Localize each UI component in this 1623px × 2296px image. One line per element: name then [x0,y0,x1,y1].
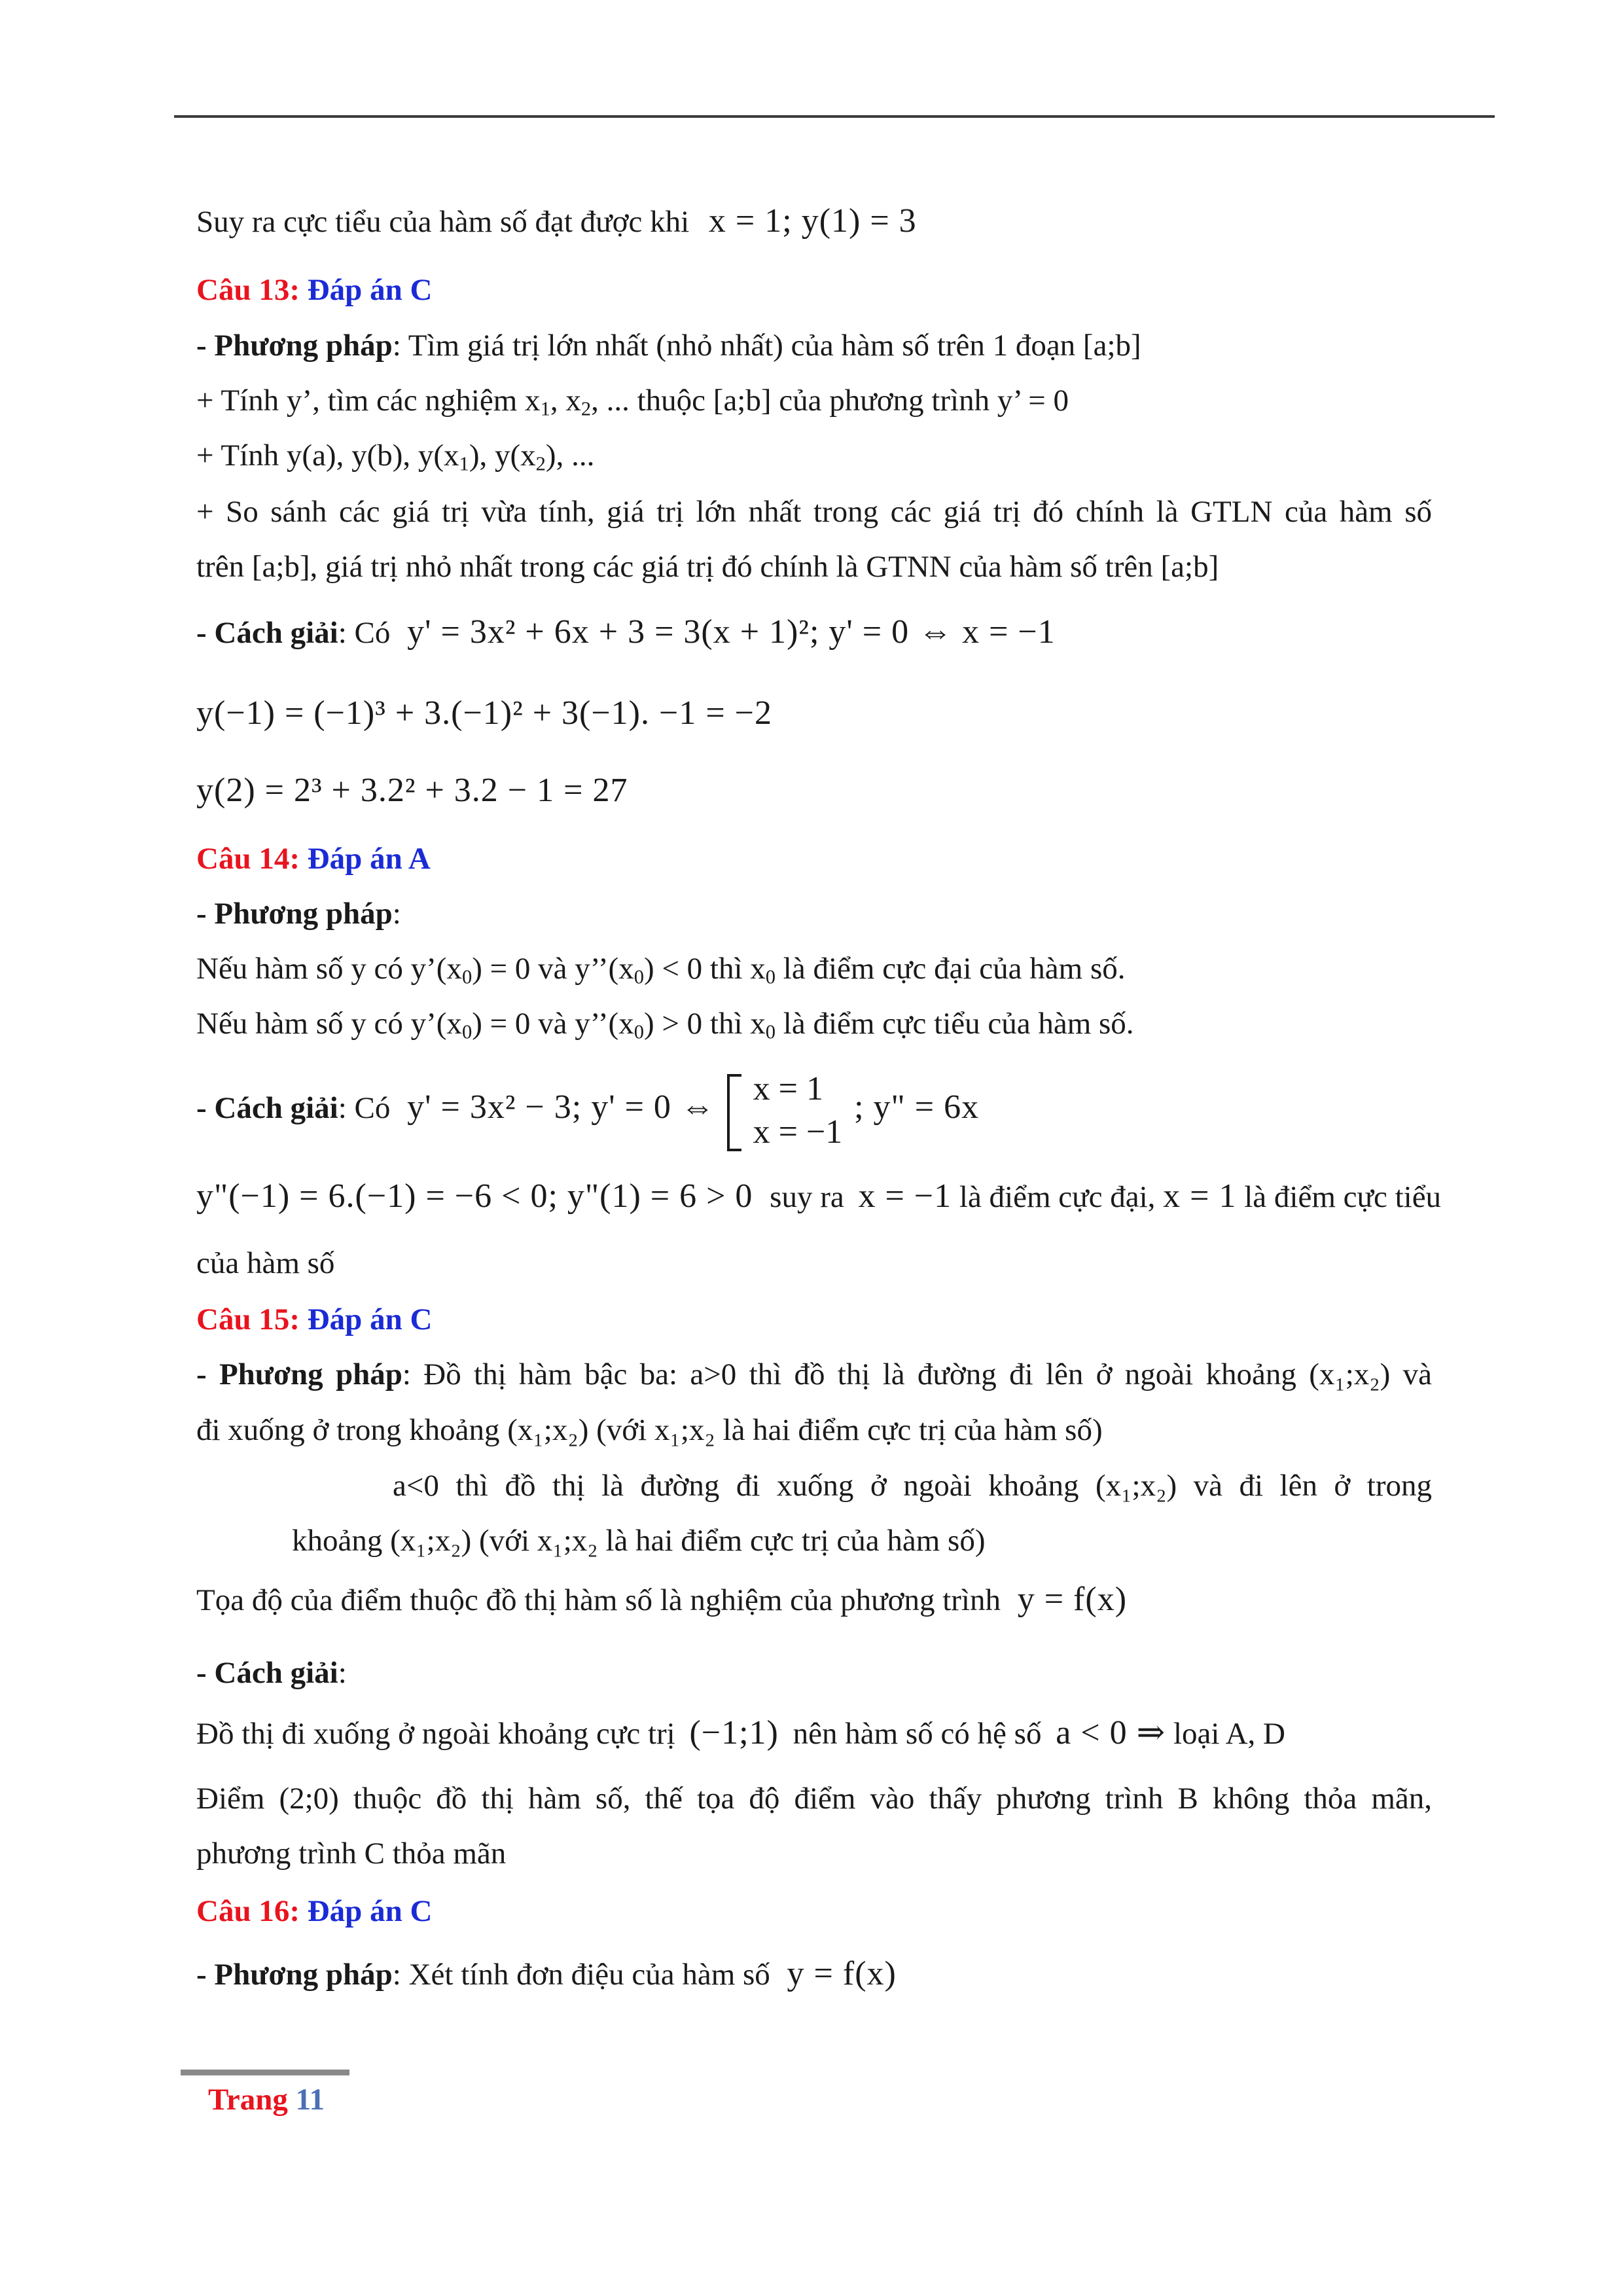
subscript: 2 [535,452,546,475]
text-line [196,1954,897,1994]
text-line: khoảng (x₁;x₂) (với x₁;x₂ là hai điểm cực trị của hàm số) [292,1524,986,1558]
subscript: 0 [765,965,776,988]
solution-label: - Cách giải [196,1656,338,1690]
text: ) > 0 thì x [643,1007,766,1041]
math-expression: x = 1; y(1) = 3 [708,202,917,240]
text-line [196,1355,1432,1394]
text: Nếu hàm số y có y’(x [196,952,462,986]
method-label: - Phương pháp [196,1958,393,1992]
math-expression: a < 0 ⇒ [1056,1714,1166,1751]
text: : [338,1656,347,1690]
question-16-heading [196,1892,432,1931]
case-row: x = 1 [753,1070,823,1108]
subscript: 2 [580,397,592,420]
text-line [196,1177,1442,1217]
text-line [196,949,1126,988]
case-bracket [727,1067,843,1154]
footer-rule [181,2070,349,2075]
text: : Đồ thị hàm bậc ba: a>0 thì đồ thị là đường đi lên ở ngoài khoảng (x₁;x₂) và [402,1357,1432,1391]
text-line [196,202,917,242]
text: + Tính y(a), y(b), y(x [196,439,459,473]
solution-label: - Cách giải [196,1091,338,1125]
text-line: + So sánh các giá trị vừa tính, giá trị lớn nhất trong các giá trị đó chính là GTLN của hàm số [196,495,1432,529]
math-expression: x = −1 [858,1177,952,1215]
subscript: 0 [461,965,473,988]
text-line [196,1713,1285,1753]
text-line: của hàm số [196,1246,335,1280]
method-label: - Phương pháp [196,897,393,931]
math-expression: y = f(x) [787,1955,897,1992]
solution-label: - Cách giải [196,616,338,650]
question-14-heading [196,839,431,878]
bracket-shape [727,1074,741,1151]
math-expression: y' = 3x² + 6x + 3 = 3(x + 1)²; y' = 0 ⇔ x = −1 [407,613,1056,651]
math-line: y(−1) = (−1)³ + 3.(−1)² + 3(−1). −1 = −2 [196,694,772,732]
question-label: Câu 16: [196,1894,300,1928]
subscript: 0 [633,965,644,988]
page-word: Trang [208,2083,288,2117]
subscript: 1 [540,397,550,420]
text: ) = 0 và y’’(x [472,952,634,986]
text: , ... thuộc [a;b] của phương trình y’ = 0 [591,384,1069,418]
text: Suy ra cực tiểu của hàm số đạt được khi [196,205,690,239]
method-label: - Phương pháp [196,329,393,363]
text: là điểm cực tiểu [1244,1180,1442,1214]
subscript: 0 [765,1020,776,1043]
text-line [196,436,594,475]
case-row: x = −1 [753,1113,843,1151]
text: Đồ thị đi xuống ở ngoài khoảng cực trị [196,1717,675,1751]
text: Nếu hàm số y có y’(x [196,1007,462,1041]
text: + Tính y’, tìm các nghiệm x [196,384,541,418]
text: : Có [338,1091,391,1125]
subscript: 0 [461,1020,473,1043]
math-expression: y' = 3x² − 3; y' = 0 ⇔ [407,1088,715,1126]
text-line [196,326,1141,365]
text-line: phương trình C thỏa mãn [196,1837,507,1871]
text-line: a<0 thì đồ thị là đường đi xuống ở ngoài khoảng (x₁;x₂) và đi lên ở trong [393,1469,1432,1503]
text-line [196,894,401,933]
answer-label: Đáp án A [307,842,431,876]
text: ), ... [545,439,595,473]
text-line: Điểm (2;0) thuộc đồ thị hàm số, thế tọa độ điểm vào thấy phương trình B không thỏa mãn, [196,1782,1432,1816]
text: , x [550,384,581,418]
question-15-heading [196,1300,432,1339]
math-expression: y = f(x) [1017,1581,1128,1618]
question-label: Câu 13: [196,273,300,307]
text-line: đi xuống ở trong khoảng (x₁;x₂) (với x₁;x₂ là hai điểm cực trị của hàm số) [196,1413,1103,1447]
page-footer [208,2080,325,2119]
text-line [196,381,1069,420]
text: : Có [338,616,391,650]
math-expression: ; y" = 6x [854,1088,980,1126]
text: nên hàm số có hệ số [793,1717,1042,1751]
page-number: 11 [295,2083,325,2117]
text: là điểm cực đại, [959,1180,1156,1214]
text: ), y(x [469,439,536,473]
text: : Tìm giá trị lớn nhất (nhỏ nhất) của hàm số trên 1 đoạn [a;b] [392,329,1141,363]
text-line [196,1653,347,1693]
text: ) = 0 và y’’(x [472,1007,634,1041]
question-13-heading [196,270,432,310]
math-expression: y"(−1) = 6.(−1) = −6 < 0; y"(1) = 6 > 0 [196,1177,753,1215]
text: suy ra [770,1180,844,1214]
math-line: y(2) = 2³ + 3.2² + 3.2 − 1 = 27 [196,772,628,809]
text-line [196,1062,979,1154]
math-expression: (−1;1) [689,1714,779,1751]
math-expression: x = 1 [1163,1177,1237,1215]
question-label: Câu 14: [196,842,300,876]
answer-label: Đáp án C [307,1302,433,1336]
subscript: 0 [633,1020,644,1043]
text: là điểm cực tiểu của hàm số. [776,1007,1134,1041]
header-rule [174,115,1495,118]
text-line [196,1580,1127,1620]
text-line: trên [a;b], giá trị nhỏ nhất trong các giá trị đó chính là GTNN của hàm số trên [a;b] [196,550,1219,584]
answer-label: Đáp án C [307,1894,433,1928]
text: : [392,897,401,931]
text: loại A, D [1173,1717,1285,1751]
method-label: - Phương pháp [196,1357,402,1391]
text-line [196,1004,1134,1043]
text-line [196,613,1056,653]
text: : Xét tính đơn điệu của hàm số [392,1958,770,1992]
question-label: Câu 15: [196,1302,300,1336]
text: Tọa độ của điểm thuộc đồ thị hàm số là nghiệm của phương trình [196,1583,1001,1617]
answer-label: Đáp án C [307,273,433,307]
text: là điểm cực đại của hàm số. [776,952,1126,986]
text: ) < 0 thì x [643,952,766,986]
subscript: 1 [459,452,469,475]
